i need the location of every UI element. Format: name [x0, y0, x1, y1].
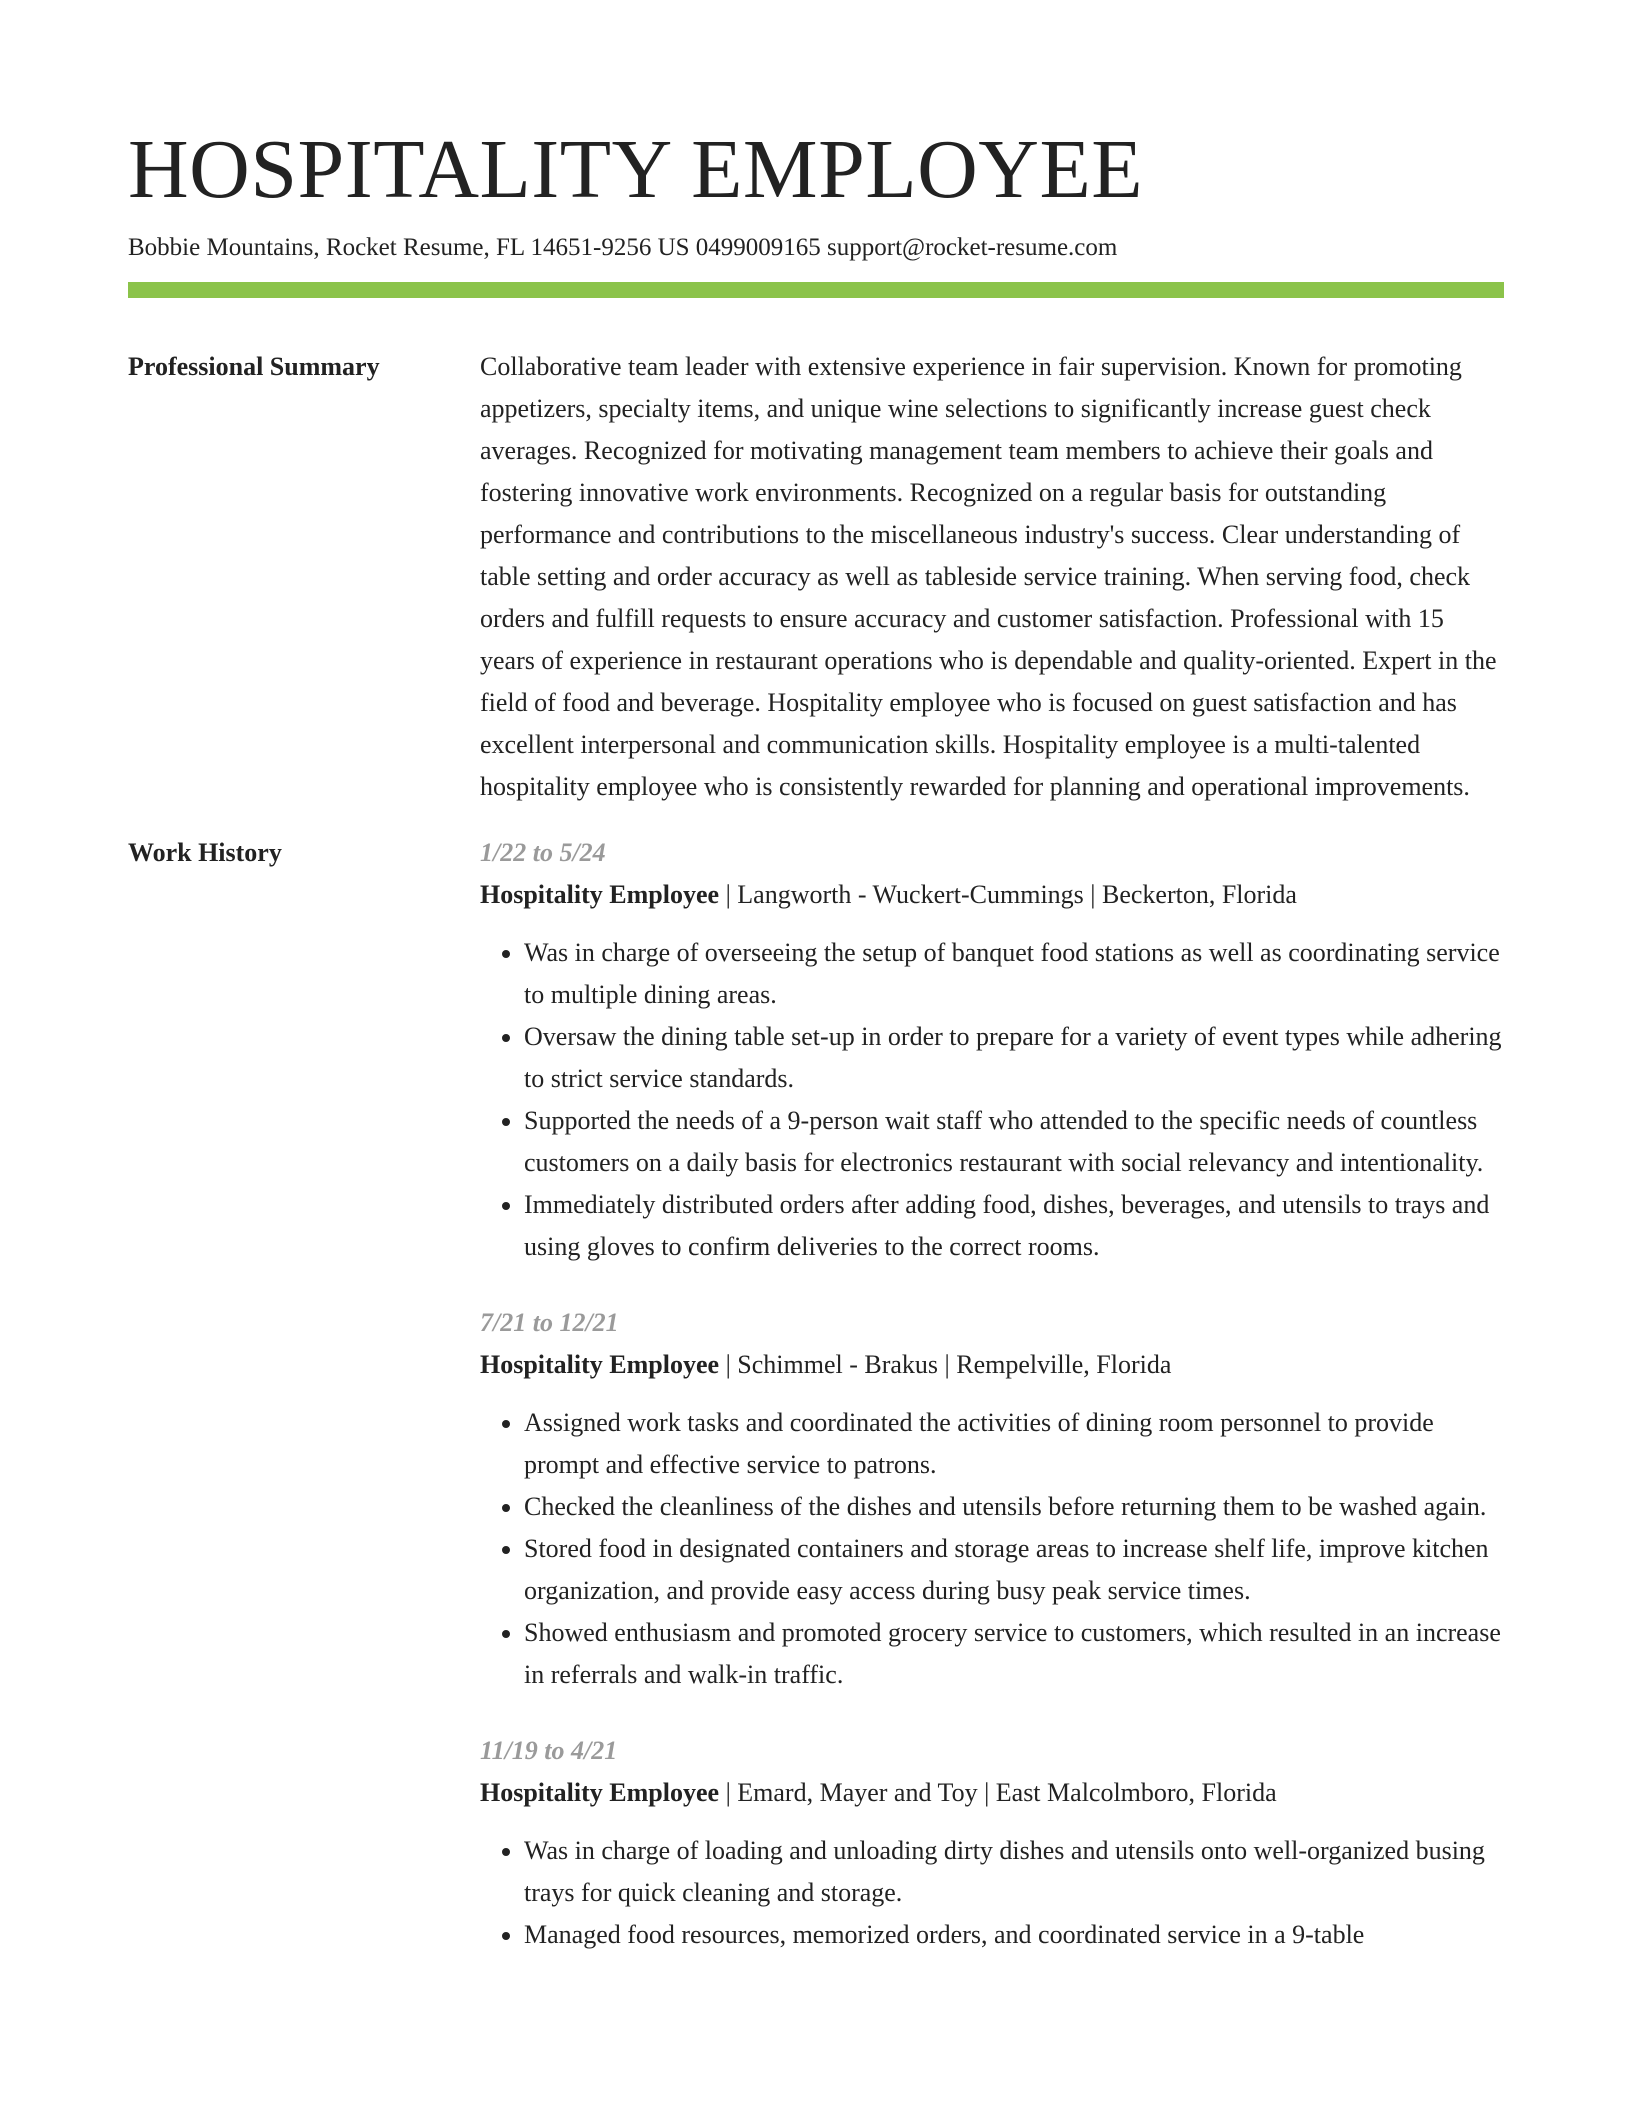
- job-title: Hospitality Employee: [480, 1350, 720, 1379]
- job-dates: 1/22 to 5/24: [480, 838, 606, 867]
- job-bullet: • Assigned work tasks and coordinated the activities of dining room personnel to provide prompt and effective service to patrons.: [524, 1402, 1504, 1486]
- header-divider: [128, 282, 1504, 298]
- job-bullet: • Was in charge of loading and unloading dirty dishes and utensils onto well-organized busing trays for quick cleaning and storage.: [524, 1830, 1504, 1914]
- job-entry: [480, 832, 1504, 1268]
- job-bullet: • Checked the cleanliness of the dishes and utensils before returning them to be washed again.: [524, 1486, 1504, 1528]
- job-bullets: [480, 1830, 1504, 1956]
- job-title: Hospitality Employee: [480, 880, 720, 909]
- summary-section: [128, 346, 1504, 808]
- job-bullet: • Was in charge of overseeing the setup of banquet food stations as well as coordinating service to multiple dining areas.: [524, 932, 1504, 1016]
- summary-heading: Professional Summary: [128, 352, 380, 381]
- job-bullet: • Immediately distributed orders after adding food, dishes, beverages, and utensils to trays and using gloves to confirm deliveries to the correct rooms.: [524, 1184, 1504, 1268]
- resume-page: [128, 0, 1504, 1990]
- job-heading: [480, 874, 1504, 916]
- job-dates: 11/19 to 4/21: [480, 1736, 618, 1765]
- job-bullets: [480, 932, 1504, 1268]
- job-bullet: • Oversaw the dining table set-up in order to prepare for a variety of event types while adhering to strict service standards.: [524, 1016, 1504, 1100]
- job-dates: 7/21 to 12/21: [480, 1308, 619, 1337]
- job-bullet: • Showed enthusiasm and promoted grocery service to customers, which resulted in an increase in referrals and walk-in traffic.: [524, 1612, 1504, 1696]
- job-entry: [480, 1302, 1504, 1696]
- job-bullet: • Supported the needs of a 9-person wait staff who attended to the specific needs of countless customers on a daily basis for electronics restaurant with social relevancy and intentionality.: [524, 1100, 1504, 1184]
- work-history-section: [128, 832, 1504, 1990]
- contact-line: Bobbie Mountains, Rocket Resume, FL 14651-9256 US 0499009165 support@rocket-resume.com: [128, 234, 1118, 261]
- job-heading: [480, 1772, 1504, 1814]
- summary-text: Collaborative team leader with extensive experience in fair supervision. Known for promoting appetizers, specialty items, and unique wine selections to significantly increase guest check averages. Recognized for motivating management team members to achieve their goals and fostering innovative work environments. Recognized on a regular basis for outstanding performance and contributions to the miscellaneous industry's success. Clear understanding of table setting and order accuracy as well as tableside service training. When serving food, check orders and fulfill requests to ensure accuracy and customer satisfaction. Professional with 15 years of experience in restaurant operations who is dependable and quality-oriented. Expert in the field of food and beverage. Hospitality employee who is focused on guest satisfaction and has excellent interpersonal and communication skills. Hospitality employee is a multi-talented hospitality employee who is consistently rewarded for planning and operational improvements.: [480, 352, 1497, 801]
- work-history-heading: Work History: [128, 838, 282, 867]
- job-title: Hospitality Employee: [480, 1778, 720, 1807]
- job-entry: [480, 1730, 1504, 1956]
- resume-name: HOSPITALITY EMPLOYEE: [128, 123, 1144, 216]
- job-employer-location: | Emard, Mayer and Toy | East Malcolmboro, Florida: [719, 1778, 1277, 1807]
- job-bullet: • Managed food resources, memorized orders, and coordinated service in a 9-table: [524, 1914, 1504, 1956]
- job-employer-location: | Schimmel - Brakus | Rempelville, Florida: [719, 1350, 1172, 1379]
- job-employer-location: | Langworth - Wuckert-Cummings | Beckerton, Florida: [719, 880, 1297, 909]
- job-heading: [480, 1344, 1504, 1386]
- job-bullet: • Stored food in designated containers and storage areas to increase shelf life, improve kitchen organization, and provide easy access during busy peak service times.: [524, 1528, 1504, 1612]
- job-bullets: [480, 1402, 1504, 1696]
